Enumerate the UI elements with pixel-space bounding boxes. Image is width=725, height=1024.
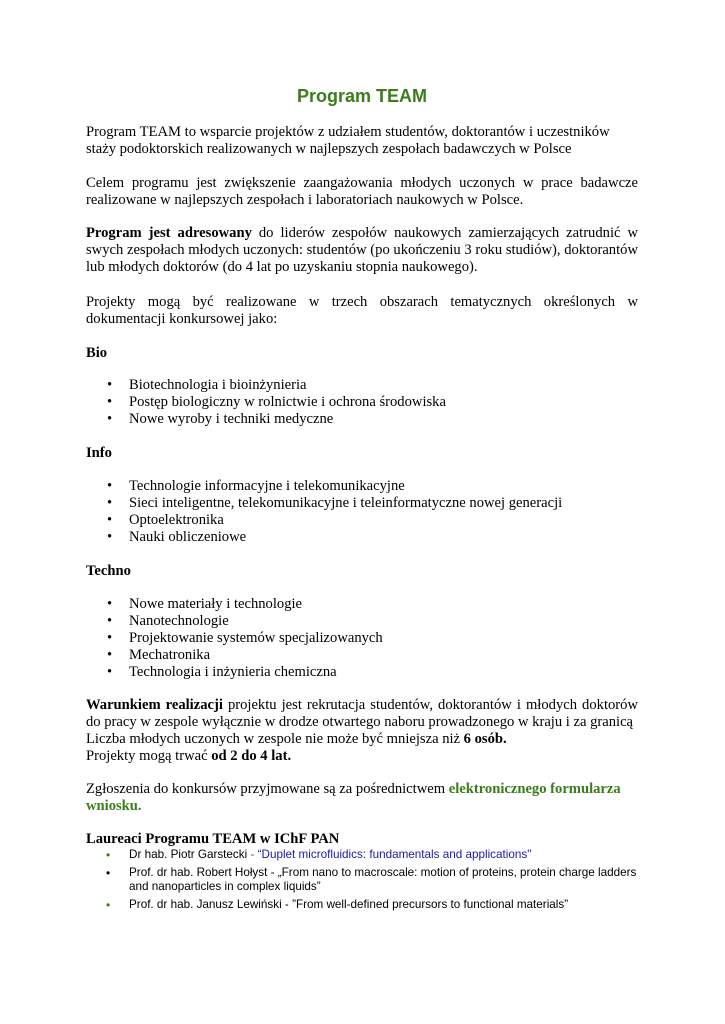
laureate-name: Prof. dr hab. Janusz Lewiński (129, 898, 282, 911)
laureate-item: • Dr hab. Piotr Garstecki - “Duplet microfluidics: fundamentals and applications" (106, 848, 532, 862)
bullet-icon: • (107, 613, 113, 629)
area-heading-info: Info (86, 445, 112, 461)
conditions-bold: Warunkiem realizacji (86, 697, 223, 713)
bullet-icon: • (107, 495, 113, 511)
application-form-link[interactable]: elektronicznego formularza wniosku. (86, 781, 621, 814)
list-item: • Nowe materiały i technologie (107, 596, 303, 612)
laureate-project: „From nano to macroscale: motion of proteins, protein charge ladders and nanoparticles in complex liquids” (129, 866, 637, 893)
laureate-name: Dr hab. Piotr Garstecki (129, 848, 248, 861)
list-item: • Technologia i inżynieria chemiczna (107, 664, 337, 680)
area-list-info (86, 478, 638, 546)
laureates-list (86, 848, 638, 916)
team-size-line: Liczba młodych uczonych w zespole nie może być mniejsza niż 6 osób. (86, 731, 507, 747)
areas-intro-paragraph: Projekty mogą być realizowane w trzech obszarach tematycznych określonych w dokumentacji konkursowej jako: (86, 294, 638, 327)
area-list-bio (86, 377, 638, 428)
bullet-icon: • (107, 512, 113, 528)
laureates-heading: Laureaci Programu TEAM w IChF PAN (86, 831, 340, 847)
bullet-icon: • (107, 377, 113, 393)
bullet-icon: • (107, 664, 113, 680)
laureate-project: “Duplet microfluidics: fundamentals and applications" (257, 848, 532, 861)
addressed-rest: do liderów zespołów naukowych zamierzających zatrudnić w swych zespołach młodych uczonych: studentów (po ukończeniu 3 roku studiów), doktorantów lub młodych doktorów (do 4 lat po uzyskaniu stopnia naukowego). (86, 225, 639, 275)
list-item: • Postęp biologiczny w rolnictwie i ochrona środowiska (107, 394, 446, 410)
list-item: • Mechatronika (107, 647, 211, 663)
goal-paragraph: Celem programu jest zwiększenie zaangażowania młodych uczonych w prace badawcze realizowane w najlepszych zespołach i laboratoriach naukowych w Polsce. (86, 175, 638, 208)
bullet-icon: • (107, 647, 113, 663)
area-heading-techno: Techno (86, 563, 131, 579)
laureate-name: Prof. dr hab. Robert Hołyst (129, 866, 268, 879)
addressed-bold: Program jest adresowany (86, 225, 252, 241)
addressed-paragraph (86, 225, 638, 276)
submission-paragraph: Zgłoszenia do konkursów przyjmowane są za pośrednictwem elektronicznego formularza wniosku. (86, 781, 621, 814)
laureate-item: • Prof. dr hab. Janusz Lewiński - ”From well-defined precursors to functional materials” (106, 898, 569, 912)
list-item: • Sieci inteligentne, telekomunikacyjne i teleinformatyczne nowej generacji (107, 495, 563, 511)
bullet-icon: • (106, 848, 111, 862)
conditions-paragraph: Warunkiem realizacji projektu jest rekrutacja studentów, doktorantów i młodych doktorów do pracy w zespole wyłącznie w drodze otwartego naboru prowadzonego w kraju i za granicą (86, 697, 638, 730)
area-heading-bio: Bio (86, 345, 108, 361)
area-list-techno (86, 596, 638, 681)
bullet-icon: • (107, 529, 113, 545)
list-item: • Nanotechnologie (107, 613, 229, 629)
bullet-icon: • (106, 866, 111, 880)
list-item: • Optoelektronika (107, 512, 224, 528)
bullet-icon: • (106, 898, 111, 912)
intro-paragraph: Program TEAM to wsparcie projektów z udziałem studentów, doktorantów i uczestników staży podoktorskich realizowanych w najlepszych zespołach badawczych w Polsce (86, 124, 610, 157)
list-item: • Projektowanie systemów specjalizowanych (107, 630, 383, 646)
duration-line: Projekty mogą trwać od 2 do 4 lat. (86, 748, 292, 764)
list-item: • Technologie informacyjne i telekomunikacyjne (107, 478, 405, 494)
page-title: Program TEAM (296, 86, 428, 106)
list-item: • Biotechnologia i bioinżynieria (107, 377, 307, 393)
list-item: • Nowe wyroby i techniki medyczne (107, 411, 334, 427)
bullet-icon: • (107, 411, 113, 427)
bullet-icon: • (107, 630, 113, 646)
bullet-icon: • (107, 394, 113, 410)
list-item: • Nauki obliczeniowe (107, 529, 247, 545)
laureate-item: • Prof. dr hab. Robert Hołyst - „From nano to macroscale: motion of proteins, protein charge ladders and nanoparticles in complex liquids” (106, 866, 637, 893)
bullet-icon: • (107, 596, 113, 612)
laureate-project: ”From well-defined precursors to functional materials” (292, 898, 569, 911)
bullet-icon: • (107, 478, 113, 494)
